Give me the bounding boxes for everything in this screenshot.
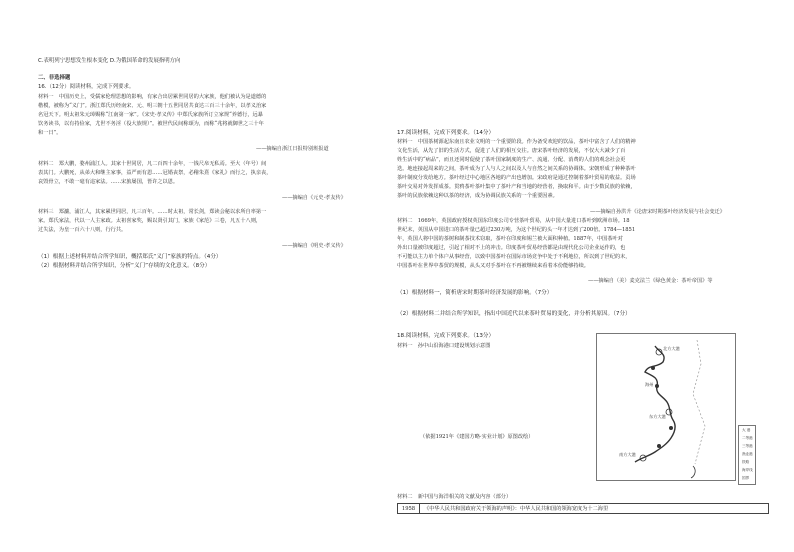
legend-item: 渔业港 <box>742 452 753 456</box>
q16-m1-line: 名冠天下。明太祖朱元璋赐称“江南第一家”。《宋史·孝义传》中郑氏家族所订立家规“养德行，远暴 <box>38 112 263 118</box>
q16-m3-line: 家。郑氏家法，代以一人主家政。太祖喜家奖，赐以贤引其门，家族《家范》三卷，凡五十八则， <box>38 218 262 224</box>
q17-m1-line: 茶叶制度分发给地方。茶叶经过中心地区各地的产出也增加。宋政府是通过控制着茶叶贸易的收益。贡场 <box>397 175 636 181</box>
documents-table <box>397 503 769 514</box>
port-marker <box>657 444 661 448</box>
q17-m1-line: 姓生活中的“病品”，而且还同时促使了茶叶国家制度的生产、流通、分配、消费的人们的观念社会更 <box>397 157 626 163</box>
q17-m1-line: 茶叶交易对外发挥成茶。贯鸦茶叶茶叶集中了茶叶产和当地的经营者，换取和平。由于少数民族的依赖， <box>397 184 636 190</box>
q17-m1-line: 文化生活，从先了旧的生活方式，促进了人们的相互交往。唐宋茶叶经济的发展，不仅大大减少了百 <box>397 148 626 154</box>
table-year-cell: 1958 <box>398 504 420 513</box>
q17-m2-line: 材料二 1669年，英国政府授权英国东印度公司专营茶叶贸易，从中国大量进口茶叶到欧洲市场。18 <box>397 218 630 224</box>
q17-m2-line: 中国茶叶在世界中茶贸的规模，从头又对手茶叶在不再被继续来看着本份能够持续。 <box>397 263 589 269</box>
map-drawing <box>597 334 737 482</box>
q16-m2-line: 哀毁骨立，不敢一毫有违家法。……宋旅屡国，皆许之以恩。 <box>38 179 179 185</box>
q16-m2-line: 表其门。大鹏死，从弟大和继主家事，益严而有恩……冠婚丧祭，必稽朱熹《家礼》而行之，执亲丧， <box>38 170 272 176</box>
q18-stem: 18.阅读材料，完成下列要求。（13分） <box>397 333 495 339</box>
north-port-label: 北方大港 <box>663 346 680 351</box>
q17-m2-line: 不可能以主力单个体户从事经营，以致中国茶叶在国际市场竞争中处于不利地位，所以到了世纪的末， <box>397 254 631 260</box>
port-marker <box>669 426 673 430</box>
legend-item: 二等港 <box>742 436 753 440</box>
q17-stem: 17.阅读材料，完成下列要求。（14分） <box>397 130 495 136</box>
q16-m1-line: 楷模，被称为“义门”。浙江郑氏历经南宋、元、明三朝十五世同居共食达三百三十余年，以孝义治家 <box>38 103 267 109</box>
q17-m1-source: ——摘编自孙洪升《论唐宋时期茶叶经济发展与社会变迁》 <box>590 209 725 215</box>
q17-m2-source: ——摘编自（美）麦克法兰《绿色黄金：茶叶帝国》等 <box>588 278 713 284</box>
q16-m1-line: 材料一 中国历史上，受儒家伦理思想的影响，有家合出居累世同居的大家族，他们被认为是道德的 <box>38 94 267 100</box>
port-marker <box>655 384 659 388</box>
haizhou-label: 海州 <box>645 382 654 387</box>
taiwan-outline <box>691 466 695 478</box>
border-line <box>693 340 705 464</box>
legend-item: 三等港 <box>742 444 753 448</box>
map-legend <box>738 425 756 485</box>
q16-stem: 16.（12分）阅读材料，完成下列要求。 <box>38 84 135 90</box>
q17-m2-line: 世纪末，英国从中国进口的茶叶量已超过230万吨，为这个世纪的头一年才达到了200倍。1784—1851 <box>397 227 636 233</box>
legend-item: 国界 <box>742 476 750 480</box>
section-title: 二、非选择题 <box>38 75 71 81</box>
coastline <box>635 346 675 462</box>
q16-m2-line: 材料二 郑大鹏，婺州浦江人。其家十世同居，凡二百四十余年，一钱尺帛无私焉。至大（年号）间 <box>38 161 267 167</box>
q16-ask-2: （2）根据材料并结合所学知识，分析“义门”存续的文化意义。（8分） <box>38 263 211 269</box>
q16-m2-source: ——摘编自《元史·孝友传》 <box>282 195 346 201</box>
q17-m1-line: 材料一 中国茶树源起东南且农业文明的一个重要阶段。作为备受欢迎的饮品，茶叶中富含了人们的精神 <box>397 139 636 145</box>
q16-m1-source: ——摘编自浙江日报特别班报道 <box>256 146 329 152</box>
port-marker <box>651 366 655 370</box>
south-port-label: 南方大港 <box>619 452 636 457</box>
q18-m1-title: 材料一 孙中山沿海港口建设规划示意图 <box>397 343 491 349</box>
q16-ask-1: （1）根据上述材料并结合所学知识，概括郑氏“义门”家族的特点。（4分） <box>38 254 222 260</box>
q17-m2-line: 年，英国人将中国的茶树和制茶技术窃取，茶叶在印度和锡兰被大面积种植。1887年，中国茶叶对 <box>397 236 623 242</box>
top-option-line: C.表明列宁思想发生根本变化 D.为俄国革命的发展指明方向 <box>38 58 181 64</box>
q16-m1-line: 和一日”。 <box>38 130 62 136</box>
legend-item: 海岸线 <box>742 468 753 472</box>
legend-item: 大 港 <box>742 428 751 432</box>
table-content-cell: 《中华人民共和国政府关于领海的声明》：中华人民共和国的领海宽度为十二海里 <box>424 506 609 512</box>
port-plan-map <box>596 333 736 481</box>
q16-m3-source: ——摘编自《明史·孝义传》 <box>282 243 346 249</box>
q17-m1-line: 茶叶的民族依赖这种以茶的经济，成为协调民族关系的一个重要因素。 <box>397 193 558 199</box>
q17-ask-2: （2）根据材料二并结合所学知识，指出中国近代以来茶叶贸易的变化，并分析其原因。（7分） <box>397 311 631 317</box>
q18-m2-title: 材料二 新中国与海洋相关的文献及内容（部分） <box>397 494 512 500</box>
legend-item: 铁路 <box>742 460 750 464</box>
q16-m1-line: 饮务读书，以有持俭家，尤世不务淫（役大族规）”。被世代民间称颂为，而称“兆将就御世之三十年 <box>38 121 264 127</box>
q16-m3-line: 材料三 郑濂，浦江人，其家累世同居，凡三百年。……时太祖，常长剑，郑读会秘以求所自率第一 <box>38 209 267 215</box>
port-marker <box>666 409 672 415</box>
q17-m2-line: 外出口量被印度超过，引起了相对不上的冲击。印度茶叶贸易经营都是由现代化公司企业运作的，也 <box>397 245 626 251</box>
q17-ask-1: （1）根据材料一，简析唐宋时期茶叶经济发展的影响。（7分） <box>397 290 553 296</box>
map-caption: （依据1921年《建国方略·实业计划》原图改绘） <box>420 434 534 440</box>
q17-m1-line: 迭。地连接起周来的之间，茶叶成为了人与人之间以及人与自然之间关系的协调体。宋朝形成了种种茶叶 <box>397 166 636 172</box>
east-port-label: 东方大港 <box>649 414 666 419</box>
q16-m3-line: 过失法，为皇一百六十八则，行行共。 <box>38 227 127 233</box>
